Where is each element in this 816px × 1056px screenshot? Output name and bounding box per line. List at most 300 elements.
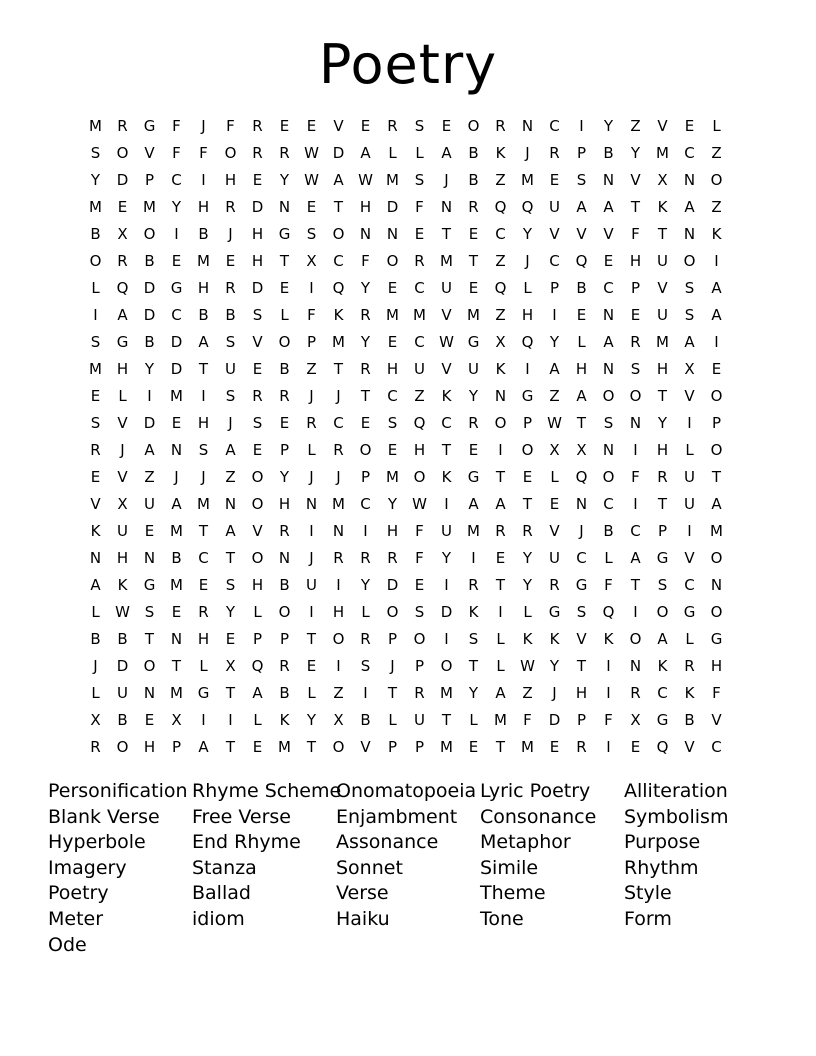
grid-letter: C <box>360 494 371 513</box>
grid-letter: I <box>714 332 719 351</box>
grid-letter: G <box>683 602 696 621</box>
grid-letter: R <box>522 521 533 540</box>
grid-letter: V <box>441 305 452 324</box>
grid-letter: H <box>251 251 264 270</box>
grid-letter: C <box>603 494 614 513</box>
grid-letter: E <box>468 224 479 243</box>
grid-letter: F <box>199 143 208 162</box>
grid-letter: N <box>575 494 588 513</box>
grid-letter: U <box>414 710 425 729</box>
grid-letter: U <box>549 548 560 567</box>
grid-letter: A <box>711 305 722 324</box>
grid-letter: P <box>576 710 587 729</box>
word-list-item: Theme <box>480 882 546 905</box>
grid-letter: R <box>90 737 101 756</box>
grid-letter: S <box>252 413 263 432</box>
grid-letter: A <box>333 170 344 189</box>
grid-letter: J <box>93 656 98 675</box>
grid-letter: V <box>90 494 101 513</box>
grid-letter: U <box>441 278 452 297</box>
grid-row <box>82 625 730 652</box>
grid-letter: T <box>630 197 641 216</box>
grid-letter: D <box>386 575 399 594</box>
grid-letter: Y <box>360 332 371 351</box>
grid-letter: R <box>117 116 128 135</box>
word-list-item: Onomatopoeia <box>336 780 477 802</box>
grid-letter: P <box>171 737 182 756</box>
word-list-item: Poetry <box>48 882 109 905</box>
grid-row <box>82 166 730 193</box>
grid-letter: X <box>657 170 668 189</box>
grid-letter: G <box>710 629 723 648</box>
grid-letter: Y <box>522 548 533 567</box>
grid-letter: O <box>278 332 291 351</box>
grid-letter: A <box>171 494 182 513</box>
grid-letter: G <box>575 575 588 594</box>
grid-letter: S <box>90 332 101 351</box>
grid-letter: J <box>309 548 314 567</box>
grid-letter: H <box>575 359 588 378</box>
grid-letter: T <box>441 224 452 243</box>
grid-letter: X <box>549 440 560 459</box>
grid-letter: E <box>279 278 290 297</box>
grid-letter: O <box>251 548 264 567</box>
grid-letter: R <box>576 737 587 756</box>
grid-letter: L <box>550 467 559 486</box>
grid-letter: P <box>279 440 290 459</box>
grid-letter: R <box>387 548 398 567</box>
grid-row <box>82 355 730 382</box>
grid-letter: N <box>332 521 345 540</box>
grid-letter: O <box>413 467 426 486</box>
grid-letter: V <box>360 737 371 756</box>
grid-letter: E <box>549 737 560 756</box>
grid-letter: D <box>116 170 129 189</box>
grid-letter: E <box>468 737 479 756</box>
grid-letter: P <box>279 629 290 648</box>
grid-letter: A <box>144 440 155 459</box>
grid-letter: Q <box>413 413 426 432</box>
grid-letter: D <box>143 413 156 432</box>
grid-letter: I <box>444 575 449 594</box>
grid-letter: E <box>711 359 722 378</box>
grid-letter: X <box>90 710 101 729</box>
grid-letter: C <box>198 548 209 567</box>
grid-letter: W <box>520 656 535 675</box>
grid-letter: R <box>225 197 236 216</box>
grid-letter: A <box>468 494 479 513</box>
grid-letter: F <box>172 143 181 162</box>
grid-letter: R <box>495 116 506 135</box>
grid-letter: R <box>630 332 641 351</box>
grid-letter: R <box>279 143 290 162</box>
grid-letter: D <box>251 278 264 297</box>
grid-letter: E <box>171 602 182 621</box>
grid-letter: T <box>630 575 641 594</box>
grid-letter: X <box>225 656 236 675</box>
grid-letter: Z <box>549 386 560 405</box>
grid-letter: E <box>387 440 398 459</box>
grid-letter: I <box>309 278 314 297</box>
grid-letter: X <box>117 494 128 513</box>
grid-letter: J <box>525 251 530 270</box>
grid-letter: K <box>684 683 695 702</box>
grid-letter: F <box>415 548 424 567</box>
grid-letter: T <box>657 224 668 243</box>
grid-letter: G <box>467 332 480 351</box>
grid-letter: D <box>143 305 156 324</box>
grid-row <box>82 220 730 247</box>
grid-letter: C <box>441 413 452 432</box>
grid-letter: O <box>332 224 345 243</box>
grid-letter: S <box>684 305 695 324</box>
grid-letter: Y <box>225 602 236 621</box>
grid-letter: Z <box>225 467 236 486</box>
grid-letter: Y <box>657 413 668 432</box>
grid-letter: A <box>198 332 209 351</box>
grid-letter: V <box>657 278 668 297</box>
grid-letter: W <box>358 170 373 189</box>
grid-letter: A <box>90 575 101 594</box>
grid-letter: T <box>333 197 344 216</box>
grid-letter: B <box>279 359 290 378</box>
grid-letter: Y <box>549 332 560 351</box>
grid-letter: F <box>307 305 316 324</box>
grid-letter: S <box>360 656 371 675</box>
grid-letter: H <box>575 683 588 702</box>
grid-letter: X <box>630 710 641 729</box>
grid-letter: N <box>170 440 183 459</box>
grid-row <box>82 706 730 733</box>
grid-letter: Q <box>116 278 129 297</box>
grid-letter: X <box>495 332 506 351</box>
grid-letter: F <box>631 467 640 486</box>
grid-letter: S <box>657 575 668 594</box>
grid-row <box>82 301 730 328</box>
grid-letter: O <box>710 548 723 567</box>
grid-letter: R <box>414 251 425 270</box>
grid-letter: P <box>387 737 398 756</box>
grid-letter: Q <box>602 602 615 621</box>
grid-letter: O <box>251 494 264 513</box>
grid-letter: C <box>414 278 425 297</box>
grid-letter: N <box>143 683 156 702</box>
grid-letter: R <box>198 602 209 621</box>
grid-letter: J <box>228 224 233 243</box>
grid-letter: F <box>604 575 613 594</box>
grid-letter: Q <box>494 197 507 216</box>
grid-letter: S <box>414 170 425 189</box>
grid-letter: K <box>468 602 479 621</box>
grid-letter: J <box>579 521 584 540</box>
grid-letter: I <box>633 602 638 621</box>
grid-letter: M <box>467 305 480 324</box>
word-list-item: Enjambment <box>336 805 458 828</box>
grid-letter: W <box>439 332 454 351</box>
grid-letter: O <box>116 143 129 162</box>
grid-letter: I <box>444 494 449 513</box>
grid-row <box>82 679 730 706</box>
grid-row <box>82 733 730 760</box>
grid-letter: M <box>440 737 453 756</box>
grid-letter: U <box>684 467 695 486</box>
grid-letter: Q <box>494 278 507 297</box>
grid-letter: T <box>657 494 668 513</box>
grid-letter: D <box>440 602 453 621</box>
grid-letter: B <box>144 251 155 270</box>
grid-letter: L <box>307 440 316 459</box>
grid-letter: A <box>657 629 668 648</box>
grid-letter: E <box>90 467 101 486</box>
grid-letter: K <box>495 143 506 162</box>
grid-letter: E <box>630 737 641 756</box>
grid-letter: K <box>657 656 668 675</box>
grid-letter: N <box>602 440 615 459</box>
grid-letter: S <box>414 602 425 621</box>
grid-letter: S <box>684 278 695 297</box>
grid-letter: L <box>685 629 694 648</box>
grid-letter: O <box>521 440 534 459</box>
grid-letter: V <box>576 629 587 648</box>
grid-letter: N <box>602 359 615 378</box>
word-list-item: Metaphor <box>480 831 571 854</box>
grid-letter: S <box>225 575 236 594</box>
grid-letter: P <box>387 629 398 648</box>
grid-letter: S <box>414 116 425 135</box>
grid-letter: H <box>197 413 210 432</box>
grid-letter: I <box>147 386 152 405</box>
grid-letter: N <box>278 548 291 567</box>
grid-letter: R <box>414 683 425 702</box>
grid-letter: A <box>684 332 695 351</box>
grid-letter: N <box>602 170 615 189</box>
grid-letter: U <box>144 494 155 513</box>
grid-letter: T <box>306 737 317 756</box>
grid-letter: V <box>117 467 128 486</box>
grid-letter: M <box>710 521 723 540</box>
grid-letter: B <box>468 143 479 162</box>
grid-letter: O <box>602 467 615 486</box>
grid-letter: Y <box>279 170 290 189</box>
grid-letter: E <box>630 305 641 324</box>
grid-letter: K <box>711 224 722 243</box>
grid-letter: F <box>604 710 613 729</box>
grid-letter: R <box>387 116 398 135</box>
grid-letter: M <box>332 332 345 351</box>
grid-letter: X <box>333 710 344 729</box>
grid-letter: I <box>93 305 98 324</box>
grid-letter: M <box>89 197 102 216</box>
grid-letter: A <box>549 359 560 378</box>
grid-letter: T <box>576 656 587 675</box>
grid-letter: Y <box>441 548 452 567</box>
grid-letter: N <box>143 548 156 567</box>
grid-letter: X <box>306 251 317 270</box>
grid-letter: E <box>252 359 263 378</box>
grid-letter: R <box>90 440 101 459</box>
grid-row <box>82 463 730 490</box>
grid-letter: Y <box>522 224 533 243</box>
grid-letter: L <box>280 305 289 324</box>
word-list-item: Verse <box>336 882 389 905</box>
grid-letter: R <box>468 197 479 216</box>
grid-letter: N <box>521 116 534 135</box>
grid-letter: C <box>549 116 560 135</box>
grid-letter: M <box>440 683 453 702</box>
grid-letter: Y <box>468 386 479 405</box>
grid-letter: O <box>440 656 453 675</box>
grid-letter: U <box>549 197 560 216</box>
grid-letter: L <box>91 683 100 702</box>
grid-letter: V <box>684 737 695 756</box>
word-list-item: Rhyme Scheme <box>192 780 342 802</box>
grid-row <box>82 490 730 517</box>
grid-letter: E <box>387 278 398 297</box>
grid-letter: O <box>683 251 696 270</box>
grid-letter: V <box>117 413 128 432</box>
grid-letter: V <box>576 224 587 243</box>
grid-letter: R <box>252 116 263 135</box>
grid-letter: P <box>657 521 668 540</box>
grid-letter: B <box>576 278 587 297</box>
grid-letter: I <box>336 656 341 675</box>
grid-letter: Z <box>495 251 506 270</box>
grid-letter: B <box>279 683 290 702</box>
grid-letter: O <box>656 602 669 621</box>
grid-letter: E <box>603 251 614 270</box>
grid-letter: Y <box>306 710 317 729</box>
grid-letter: F <box>226 116 235 135</box>
grid-letter: B <box>603 143 614 162</box>
grid-letter: E <box>144 710 155 729</box>
grid-letter: I <box>606 737 611 756</box>
grid-letter: B <box>90 224 101 243</box>
grid-row <box>82 517 730 544</box>
grid-letter: L <box>253 602 262 621</box>
grid-letter: I <box>363 683 368 702</box>
grid-letter: S <box>90 143 101 162</box>
grid-letter: B <box>90 629 101 648</box>
grid-letter: A <box>225 440 236 459</box>
grid-letter: O <box>224 143 237 162</box>
grid-letter: O <box>386 602 399 621</box>
grid-letter: I <box>606 683 611 702</box>
grid-letter: R <box>252 386 263 405</box>
grid-letter: E <box>468 440 479 459</box>
grid-letter: E <box>306 116 317 135</box>
grid-letter: A <box>603 332 614 351</box>
grid-letter: J <box>120 440 125 459</box>
grid-letter: F <box>415 197 424 216</box>
grid-letter: H <box>143 737 156 756</box>
grid-letter: T <box>522 494 533 513</box>
grid-letter: B <box>468 170 479 189</box>
grid-letter: S <box>225 386 236 405</box>
grid-letter: H <box>116 548 129 567</box>
grid-letter: U <box>441 521 452 540</box>
grid-letter: I <box>363 521 368 540</box>
grid-letter: E <box>549 170 560 189</box>
grid-letter: E <box>306 197 317 216</box>
grid-letter: E <box>225 251 236 270</box>
grid-letter: G <box>197 683 210 702</box>
grid-letter: H <box>116 359 129 378</box>
grid-letter: N <box>710 575 723 594</box>
grid-letter: P <box>360 467 371 486</box>
word-list-item: idiom <box>192 907 245 930</box>
grid-letter: H <box>278 494 291 513</box>
grid-letter: T <box>468 656 479 675</box>
grid-letter: L <box>496 656 505 675</box>
grid-letter: F <box>523 710 532 729</box>
grid-letter: Y <box>90 170 101 189</box>
grid-letter: M <box>170 683 183 702</box>
grid-letter: R <box>468 575 479 594</box>
grid-letter: I <box>201 386 206 405</box>
grid-letter: S <box>198 440 209 459</box>
grid-letter: N <box>170 629 183 648</box>
grid-letter: I <box>336 575 341 594</box>
grid-letter: T <box>279 251 290 270</box>
grid-letter: Z <box>630 116 641 135</box>
grid-letter: A <box>630 548 641 567</box>
grid-letter: T <box>441 440 452 459</box>
grid-letter: V <box>252 521 263 540</box>
grid-letter: W <box>547 413 562 432</box>
grid-letter: N <box>629 656 642 675</box>
grid-letter: W <box>115 602 130 621</box>
grid-letter: T <box>225 683 236 702</box>
grid-letter: M <box>197 251 210 270</box>
grid-letter: L <box>685 440 694 459</box>
grid-letter: B <box>198 224 209 243</box>
grid-letter: R <box>468 413 479 432</box>
grid-letter: O <box>386 251 399 270</box>
grid-letter: M <box>386 170 399 189</box>
grid-letter: V <box>144 143 155 162</box>
grid-letter: X <box>576 440 587 459</box>
grid-letter: O <box>602 386 615 405</box>
grid-letter: J <box>336 467 341 486</box>
grid-row <box>82 652 730 679</box>
grid-letter: H <box>224 170 237 189</box>
grid-row <box>82 571 730 598</box>
grid-letter: P <box>306 332 317 351</box>
grid-letter: N <box>683 170 696 189</box>
grid-row <box>82 139 730 166</box>
grid-letter: N <box>305 494 318 513</box>
grid-letter: C <box>171 305 182 324</box>
grid-row <box>82 112 730 139</box>
grid-letter: B <box>603 521 614 540</box>
grid-letter: I <box>201 710 206 729</box>
grid-letter: C <box>171 170 182 189</box>
grid-letter: L <box>91 602 100 621</box>
grid-letter: B <box>117 710 128 729</box>
grid-letter: E <box>360 413 371 432</box>
grid-letter: W <box>304 170 319 189</box>
grid-letter: V <box>630 170 641 189</box>
grid-letter: A <box>576 197 587 216</box>
grid-letter: A <box>441 143 452 162</box>
grid-letter: I <box>606 656 611 675</box>
grid-letter: T <box>441 710 452 729</box>
grid-letter: Y <box>360 278 371 297</box>
grid-letter: L <box>523 278 532 297</box>
grid-letter: T <box>468 251 479 270</box>
grid-letter: O <box>629 629 642 648</box>
grid-letter: R <box>630 683 641 702</box>
